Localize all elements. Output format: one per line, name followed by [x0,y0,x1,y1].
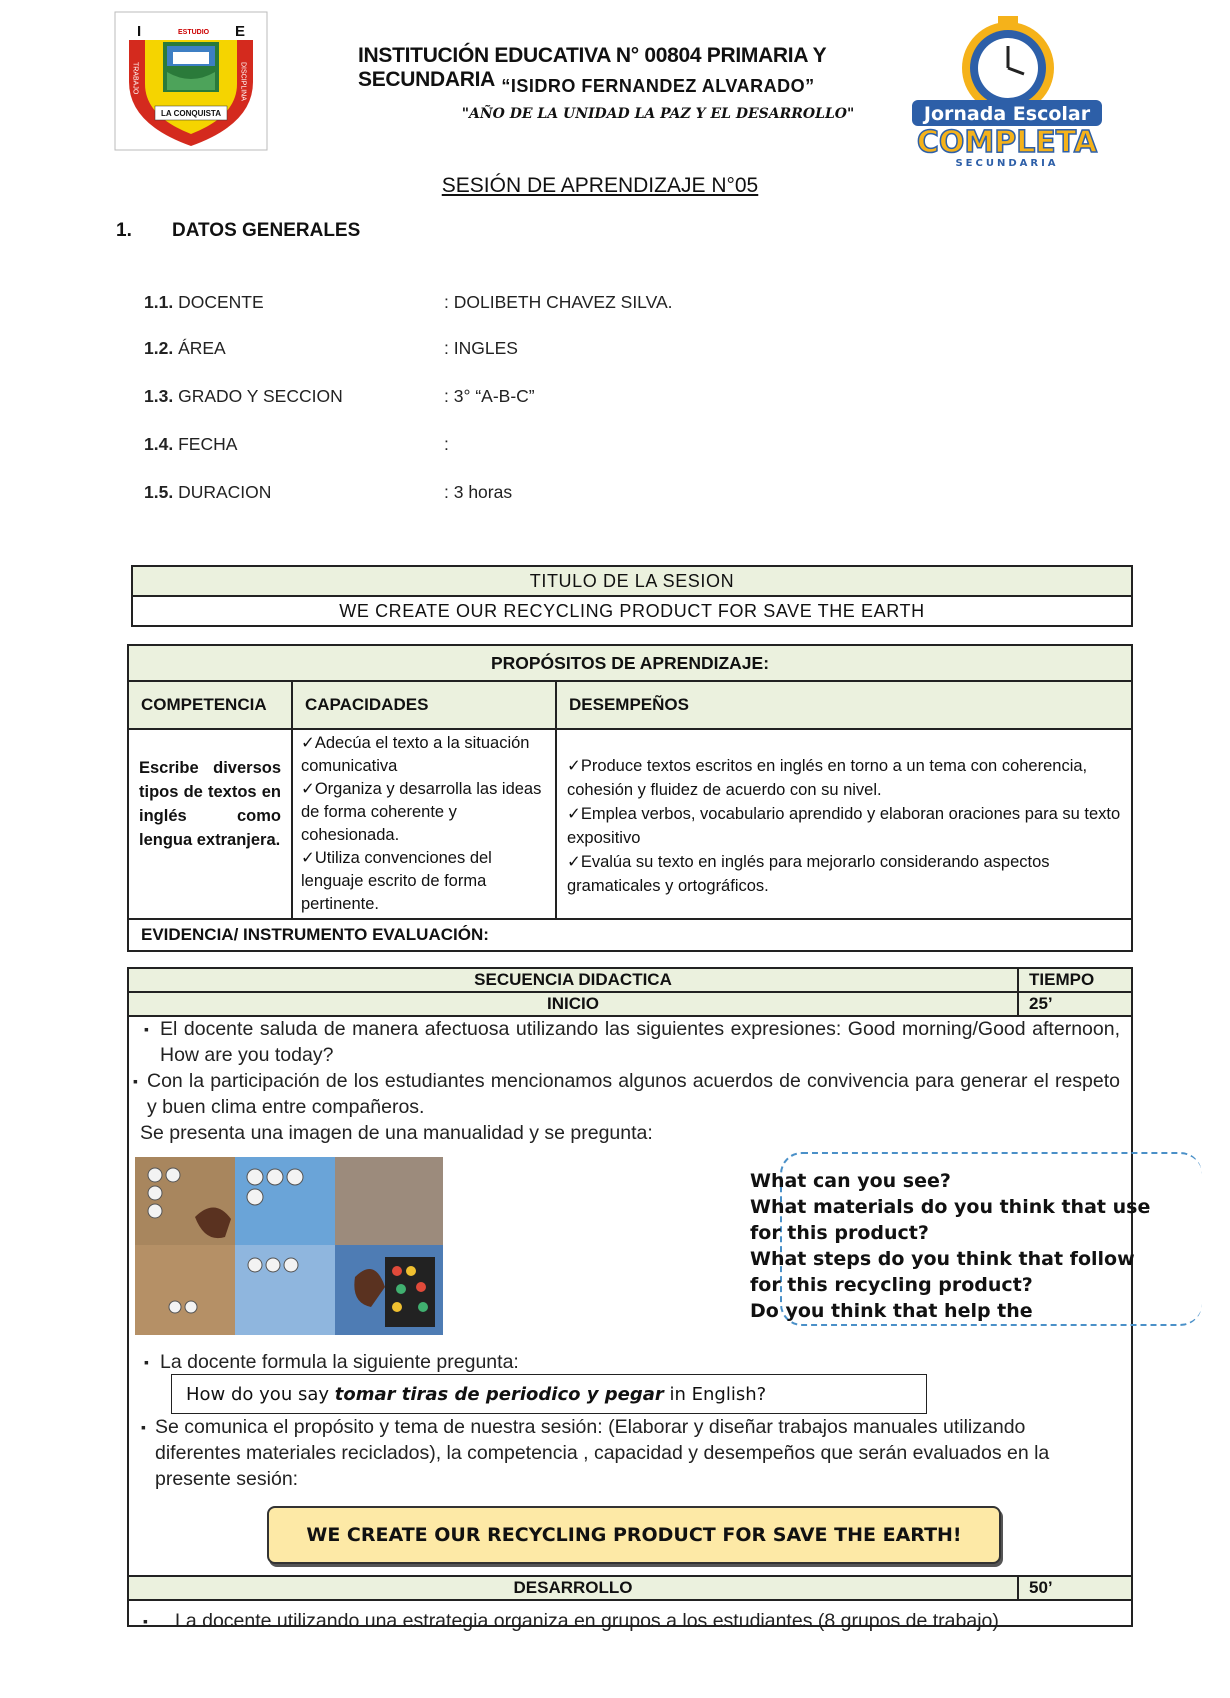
row-value: : 3° “A-B-C” [444,386,535,406]
shield-left-motto: TRABAJO [131,62,139,95]
capacidad-item: ✓Adecúa el texto a la situación comunicativa [301,734,530,775]
desempeno-item: ✓Emplea verbos, vocabulario aprendido y elaboran oraciones para su texto expositivo [567,805,1121,847]
craft-photo [135,1157,443,1335]
desarrollo-time: 50’ [1018,1576,1132,1600]
row-key: DOCENTE [178,292,264,312]
general-data-row [144,434,449,455]
sequence-header: SECUENCIA DIDACTICA [128,968,1018,992]
clock-icon [962,16,1054,114]
capacidad-item: ✓Utiliza convenciones del lenguaje escrito de forma pertinente. [301,849,492,913]
general-data-row [144,386,535,407]
spanish-phrase: tomar tiras de periodico y pegar [334,1384,664,1405]
col-capacidades: CAPACIDADES [292,681,556,729]
callout-question: Do you think that help the [750,1300,1033,1322]
school-shield-logo [115,12,267,150]
callout-question: What can you see? [750,1170,951,1192]
bullet-icon: ▪ [144,1021,149,1037]
capacidades-cell [292,729,556,919]
row-key: GRADO Y SECCION [178,386,343,406]
inicio-time: 25’ [1018,992,1132,1016]
logo-line2: COMPLETA [916,125,1098,160]
desempeno-item: ✓Produce textos escritos en inglés en torno a un tema con coherencia, cohesión y fluidez de acuerdo con su nivel. [567,757,1088,799]
year-motto: "AÑO DE LA UNIDAD LA PAZ Y EL DESARROLLO" [461,106,855,122]
teacher-question-bullet: ▪ La docente formula la siguiente pregunta: [144,1351,519,1373]
bullet-icon: ▪ [141,1419,146,1435]
shield-right-motto: DISCIPLINA [239,62,247,101]
inicio-header: INICIO [128,992,1018,1016]
evidence-row: EVIDENCIA/ INSTRUMENTO EVALUACIÓN: [128,919,1132,951]
row-number: 1.5. [144,482,174,502]
callout-question: What materials do you think that use [750,1196,1151,1218]
logo-line3: SECUNDARIA [955,158,1059,169]
bullet-icon: ▪ [144,1354,149,1370]
callout-question: for this recycling product? [750,1274,1033,1296]
general-data-row [144,482,512,503]
section-heading [116,220,360,242]
competencia-cell: Escribe diversos tipos de textos en inglés como lengua extranjera. [128,729,292,919]
logo-line1: Jornada Escolar [923,103,1091,125]
general-data-row [144,338,518,359]
callout-question: for this product? [750,1222,929,1244]
desempeno-item: ✓Evalúa su texto en inglés para mejorarlo considerando aspectos gramaticales y ortográficos. [567,853,1050,895]
shield-banner-text: LA CONQUISTA [161,109,221,118]
row-value: : INGLES [444,338,518,358]
desempenos-cell [556,729,1132,919]
shield-letter-e: E [235,23,246,40]
section-title: DATOS GENERALES [172,220,361,241]
row-number: 1.2. [144,338,174,358]
row-number: 1.1. [144,292,174,312]
desarrollo-bullet: ▪ La docente utilizando una estrategia organiza en grupos a los estudiantes (8 grupos de trabajo) [143,1610,999,1632]
desarrollo-header: DESARROLLO [128,1576,1018,1600]
row-key: ÁREA [178,338,226,358]
row-value: : [444,434,449,454]
questions-callout [750,1152,1202,1326]
inicio-bullet: ▪ Con la participación de los estudiantes mencionamos algunos acuerdos de convivencia para generar el respeto y buen clima entre compañeros. [133,1070,1120,1118]
callout-question: What steps do you think that follow [750,1248,1135,1270]
col-desempenos: DESEMPEÑOS [556,681,1132,729]
purposes-header: PROPÓSITOS DE APRENDIZAJE: [128,645,1132,681]
row-number: 1.3. [144,386,174,406]
general-data-row [144,292,673,313]
shield-letter-i: I [137,23,142,40]
time-header: TIEMPO [1018,968,1132,992]
row-number: 1.4. [144,434,174,454]
purposes-table [127,644,1133,952]
capacidad-item: ✓Organiza y desarrolla las ideas de forma coherente y cohesionada. [301,780,542,844]
col-competencia: COMPETENCIA [128,681,292,729]
jornada-escolar-completa-logo [900,14,1112,168]
row-value: : DOLIBETH CHAVEZ SILVA. [444,292,673,312]
translation-question-box: How do you say tomar tiras de periodico y pegar in English? [171,1374,927,1414]
title-table-header: TITULO DE LA SESION [132,566,1132,596]
row-value: : 3 horas [444,482,513,502]
institution-name: INSTITUCIÓN EDUCATIVA N° 00804 PRIMARIA Y SECUNDARIA [358,44,826,91]
purpose-banner: WE CREATE OUR RECYCLING PRODUCT FOR SAVE THE EARTH! [267,1506,1001,1564]
section-number: 1. [116,220,132,241]
bullet-icon: ▪ [133,1073,138,1089]
title-table-value: WE CREATE OUR RECYCLING PRODUCT FOR SAVE THE EARTH [132,596,1132,626]
session-title-table [131,565,1133,627]
row-key: FECHA [178,434,238,454]
row-key: DURACION [178,482,272,502]
image-intro-text: Se presenta una imagen de una manualidad y se pregunta: [140,1122,653,1144]
bullet-icon: ▪ [143,1613,148,1629]
session-title: SESIÓN DE APRENDIZAJE N°05 [441,174,759,197]
institution-school-name: “ISIDRO FERNANDEZ ALVARADO” [501,76,815,96]
purpose-bullet: ▪ Se comunica el propósito y tema de nuestra sesión: (Elaborar y diseñar trabajos manuales utilizando diferentes materiales reciclados), la competencia , capacidad y desempeños que serán evaluados en la presente sesión: [141,1416,1050,1490]
shield-book-text: ESTUDIO [178,29,210,36]
inicio-bullet: ▪ El docente saluda de manera afectuosa utilizando las siguientes expresiones: Good morning/Good afternoon, How are you today? [144,1018,1120,1066]
